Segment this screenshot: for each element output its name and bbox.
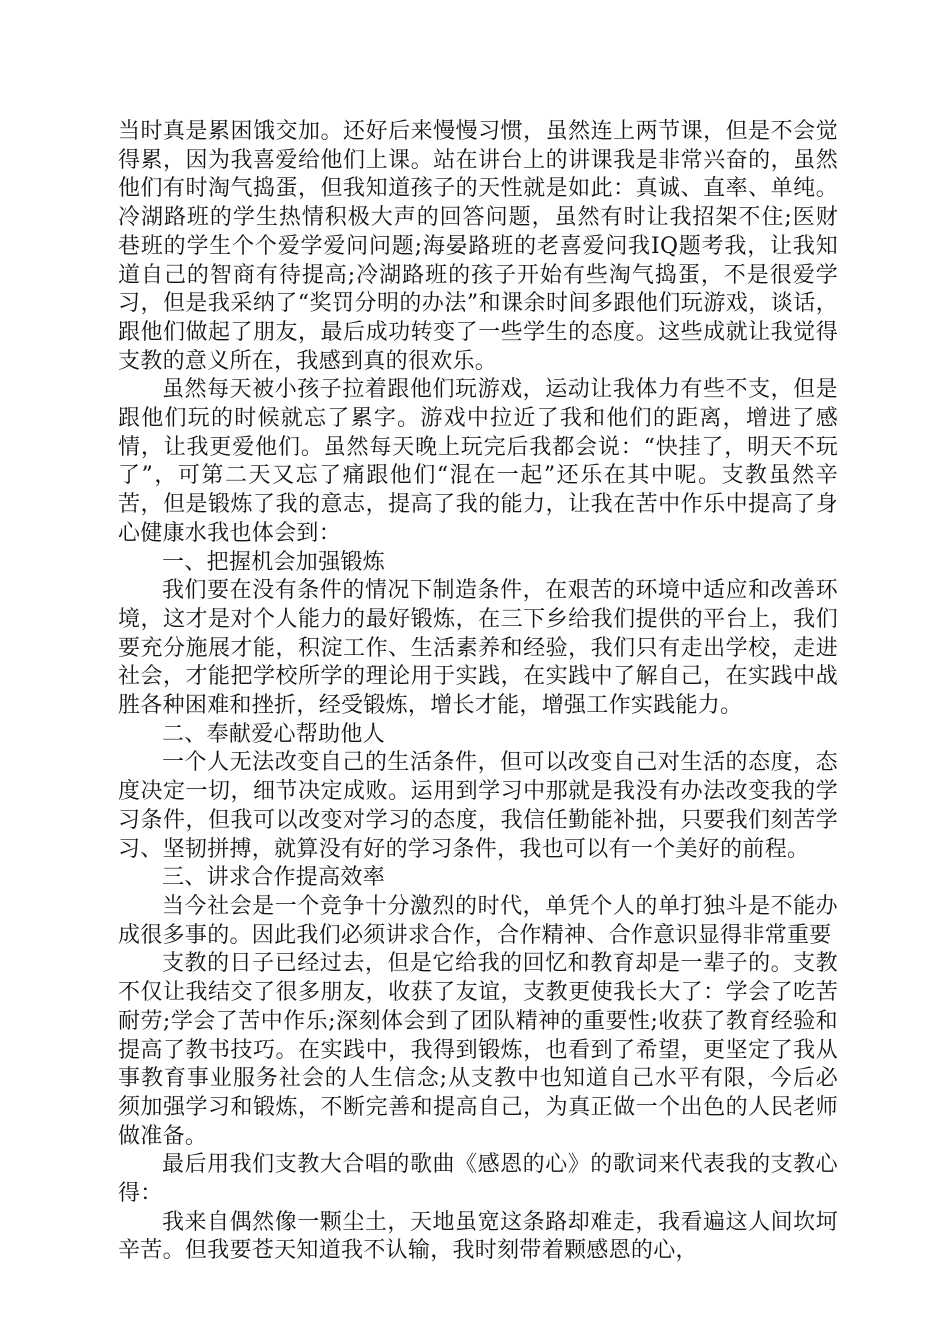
paragraph-8: 我来自偶然像一颗尘土，天地虽宽这条路却难走，我看遍这人间坎坷辛苦。但我要苍天知道我不认输，我时刻带着颗感恩的心， xyxy=(118,1209,838,1264)
paragraph-2: 虽然每天被小孩子拉着跟他们玩游戏，运动让我体力有些不支，但是跟他们玩的时候就忘了累字。游戏中拉近了我和他们的距离，增进了感情，让我更爱他们。虽然每天晚上玩完后我都会说：“快挂了，明天不玩了”，可第二天又忘了痛跟他们“混在一起”还乐在其中呢。支教虽然辛苦，但是锻炼了我的意志，提高了我的能力，让我在苦中作乐中提高了身心健康水我也体会到： xyxy=(118,377,838,546)
paragraph-1: 当时真是累困饿交加。还好后来慢慢习惯，虽然连上两节课，但是不会觉得累，因为我喜爱给他们上课。站在讲台上的讲课我是非常兴奋的，虽然他们有时淘气捣蛋，但我知道孩子的天性就是如此：真诚、直率、单纯。冷湖路班的学生热情积极大声的回答问题，虽然有时让我招架不住;医财巷班的学生个个爱学爱问问题;海晏路班的老喜爱问我IQ题考我，让我知道自己的智商有待提高;冷湖路班的孩子开始有些淘气捣蛋，不是很爱学习，但是我采纳了“奖罚分明的办法”和课余时间多跟他们玩游戏，谈话，跟他们做起了朋友，最后成功转变了一些学生的态度。这些成就让我觉得支教的意义所在，我感到真的很欢乐。 xyxy=(118,119,838,374)
section-heading-1: 一、把握机会加强锻炼 xyxy=(162,549,386,575)
section-heading-3: 三、讲求合作提高效率 xyxy=(162,865,386,891)
paragraph-3: 我们要在没有条件的情况下制造条件，在艰苦的环境中适应和改善环境，这才是对个人能力的最好锻炼，在三下乡给我们提供的平台上，我们要充分施展才能，积淀工作、生活素养和经验，我们只有走出学校，走进社会，才能把学校所学的理论用于实践，在实践中了解自己，在实践中战胜各种困难和挫折，经受锻炼，增长才能，增强工作实践能力。 xyxy=(118,578,838,719)
document-page xyxy=(118,118,838,1266)
section-heading-2: 二、奉献爱心帮助他人 xyxy=(162,721,386,747)
paragraph-5: 当今社会是一个竞争十分激烈的时代，单凭个人的单打独斗是不能办成很多事的。因此我们必须讲求合作，合作精神、合作意识显得非常重要 xyxy=(118,893,838,948)
paragraph-4: 一个人无法改变自己的生活条件，但可以改变自己对生活的态度，态度决定一切，细节决定成败。运用到学习中那就是我没有办法改变我的学习条件，但我可以改变对学习的态度，我信任勤能补拙，只要我们刻苦学习、坚韧拼搏，就算没有好的学习条件，我也可以有一个美好的前程。 xyxy=(118,750,838,862)
paragraph-6: 支教的日子已经过去，但是它给我的回忆和教育却是一辈子的。支教不仅让我结交了很多朋友，收获了友谊，支教更使我长大了：学会了吃苦耐劳;学会了苦中作乐;深刻体会到了团队精神的重要性;收获了教育经验和提高了教书技巧。在实践中，我得到锻炼，也看到了希望，更坚定了我从事教育事业服务社会的人生信念;从支教中也知道自己水平有限，今后必须加强学习和锻炼，不断完善和提高自己，为真正做一个出色的人民老师做准备。 xyxy=(118,951,838,1149)
paragraph-7: 最后用我们支教大合唱的歌曲《感恩的心》的歌词来代表我的支教心得： xyxy=(118,1152,838,1207)
